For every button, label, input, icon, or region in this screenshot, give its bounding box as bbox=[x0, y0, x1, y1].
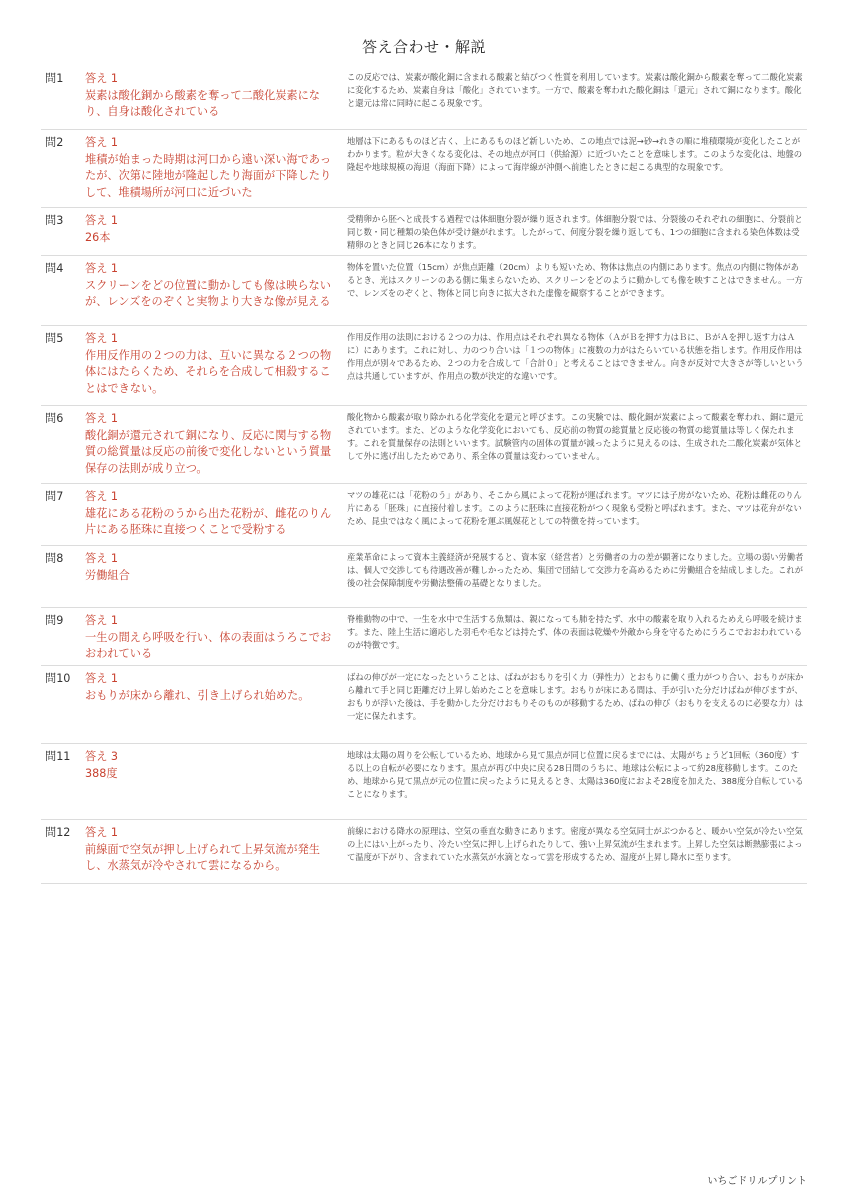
answer-label: 答え 1 bbox=[85, 332, 119, 345]
explanation-text: 物体を置いた位置（15cm）が焦点距離（20cm）よりも短いため、物体は焦点の内側にあります。焦点の内側に物体があるとき、光はスクリーンのある側に集まらないため、スクリーンをどのように動かしても像を映すことはできません。一方で、レンズをのぞくと、物体と同じ向きに拡大された虚像を観察することができます。 bbox=[347, 262, 803, 299]
answer-cell bbox=[83, 256, 343, 311]
question-row-2 bbox=[41, 130, 807, 208]
question-number: 問2 bbox=[45, 136, 64, 149]
question-number: 問3 bbox=[45, 214, 64, 227]
question-row-4 bbox=[41, 256, 807, 326]
explanation-text: 受精卵から胚へと成長する過程では体細胞分裂が繰り返されます。体細胞分裂では、分裂後のそれぞれの細胞に、分裂前と同じ数・同じ種類の染色体が受け継がれます。したがって、何度分裂を繰り返しても、1つの細胞に含まれる染色体数は受精卵のときと同じ26本になります。 bbox=[347, 214, 803, 251]
explanation-text: 作用反作用の法則における２つの力は、作用点はそれぞれ異なる物体（ＡがＢを押す力はＢに、ＢがＡを押し返す力はＡに）にあります。これに対し、力のつり合いは「１つの物体」に複数の力がはたらいている状態を指します。作用反作用は作用点が別々であるため、２つの力を合成して「合計０」と考えることはできません。向きが反対で大きさが等しいという点は共通していますが、作用点の数が決定的な違いです。 bbox=[347, 332, 804, 382]
question-row-3 bbox=[41, 208, 807, 256]
answer-label: 答え 1 bbox=[85, 614, 119, 627]
answer-text: 労働組合 bbox=[85, 568, 130, 582]
answer-cell bbox=[83, 546, 343, 584]
answer-cell bbox=[83, 66, 343, 121]
question-row-1 bbox=[41, 66, 807, 130]
answer-cell bbox=[83, 744, 343, 782]
answer-text: 雄花にある花粉のうから出た花粉が、雌花のりん片にある胚珠に直接つくことで受粉する bbox=[85, 506, 332, 536]
explanation-text: ばねの伸びが一定になったということは、ばねがおもりを引く力（弾性力）とおもりに働く重力がつり合い、おもりが床から離れて手と同じ距離だけ上昇し始めたことを意味します。おもりが床にある間は、手が引いた分だけばねが伸びますが、おもりが浮いた後は、手を動かした分だけおもりそのものが移動するため、ばねの伸び（おもりを支えるのに必要な力）は一定に保たれます。 bbox=[347, 672, 804, 722]
question-row-8 bbox=[41, 546, 807, 608]
question-row-6 bbox=[41, 406, 807, 484]
question-row-5 bbox=[41, 326, 807, 406]
question-number: 問1 bbox=[45, 72, 64, 85]
explanation-text: マツの雄花には「花粉のう」があり、そこから風によって花粉が運ばれます。マツには子房がないため、花粉は雌花のりん片にある「胚珠」に直接付着します。このように胚珠に直接花粉がつく現象も受粉と呼ばれます。また、マツは花弁がないため、昆虫ではなく風によって花粉を運ぶ風媒花としての特徴を持っています。 bbox=[347, 490, 802, 527]
question-number: 問12 bbox=[45, 826, 71, 839]
question-number: 問6 bbox=[45, 412, 64, 425]
answer-label: 答え 1 bbox=[85, 72, 119, 85]
explanation-text: 地球は太陽の周りを公転しているため、地球から見て黒点が同じ位置に戻るまでには、太陽がちょうど1回転（360度）する以上の自転が必要になります。黒点が再び中央に戻る28日間のうちに、地球は公転によって約28度移動します。このため、地球から見て黒点が元の位置に戻ったように見えるとき、太陽は360度におよそ28度を加えた、388度分自転していることになります。 bbox=[347, 750, 804, 800]
answer-text: 酸化銅が還元されて銅になり、反応に関与する物質の総質量は反応の前後で変化しないという質量保存の法則が成り立つ。 bbox=[85, 428, 332, 475]
answer-text: 炭素は酸化銅から酸素を奪って二酸化炭素になり、自身は酸化されている bbox=[85, 88, 320, 118]
answer-label: 答え 1 bbox=[85, 826, 119, 839]
answer-label: 答え 1 bbox=[85, 412, 119, 425]
answer-cell bbox=[83, 208, 343, 246]
question-row-9 bbox=[41, 608, 807, 666]
question-number: 問10 bbox=[45, 672, 71, 685]
answer-text: 26本 bbox=[85, 230, 111, 244]
question-number: 問4 bbox=[45, 262, 64, 275]
explanation-text: 脊椎動物の中で、一生を水中で生活する魚類は、親になっても肺を持たず、水中の酸素を取り入れるためえら呼吸を続けます。また、陸上生活に適応した羽毛や毛などは持たず、体の表面は乾燥や外敵から身を守るためにうろこでおおわれているのが特徴です。 bbox=[347, 614, 803, 651]
answer-text: 作用反作用の２つの力は、互いに異なる２つの物体にはたらくため、それらを合成して相殺することはできない。 bbox=[85, 348, 332, 395]
answer-cell bbox=[83, 484, 343, 539]
question-number: 問9 bbox=[45, 614, 64, 627]
question-number: 問8 bbox=[45, 552, 64, 565]
answer-text: 388度 bbox=[85, 766, 118, 780]
answer-label: 答え 1 bbox=[85, 214, 119, 227]
answer-text: 堆積が始まった時期は河口から遠い深い海であったが、次第に陸地が隆起したり海面が下降したりして、堆積場所が河口に近づいた bbox=[85, 152, 332, 199]
answer-cell bbox=[83, 608, 343, 663]
answer-text: 前線面で空気が押し上げられて上昇気流が発生し、水蒸気が冷やされて雲になるから。 bbox=[85, 842, 320, 872]
explanation-text: 前線における降水の原理は、空気の垂直な動きにあります。密度が異なる空気同士がぶつかると、暖かい空気が冷たい空気の上にはい上がったり、冷たい空気に押し上げられたりして、強い上昇気流が生まれます。上昇した空気は断熱膨張によって温度が下がり、含まれていた水蒸気が水滴となって雲を形成するため、湿度が上昇し降水に至ります。 bbox=[347, 826, 803, 863]
answer-label: 答え 1 bbox=[85, 136, 119, 149]
answer-label: 答え 1 bbox=[85, 552, 119, 565]
question-number: 問7 bbox=[45, 490, 64, 503]
explanation-text: この反応では、炭素が酸化銅に含まれる酸素と結びつく性質を利用しています。炭素は酸化銅から酸素を奪って二酸化炭素に変化するため、炭素自身は「酸化」されています。一方で、酸素を奪われた酸化銅は「還元」されて銅になります。酸化と還元は常に同時に起こる現象です。 bbox=[347, 72, 803, 109]
question-number: 問11 bbox=[45, 750, 71, 763]
answer-text: おもりが床から離れ、引き上げられ始めた。 bbox=[85, 688, 310, 702]
answer-cell bbox=[83, 666, 343, 704]
footer-brand: いちごドリルプリント bbox=[707, 1176, 807, 1187]
question-row-10 bbox=[41, 666, 807, 744]
explanation-text: 酸化物から酸素が取り除かれる化学変化を還元と呼びます。この実験では、酸化銅が炭素によって酸素を奪われ、銅に還元されています。また、どのような化学変化においても、反応前の物質の総質量と反応後の物質の総質量は等しく保たれます。これを質量保存の法則といいます。試験管内の固体の質量が減ったように見えるのは、生成された二酸化炭素が気体として外に逃げ出したためであり、系全体の質量は変わっていません。 bbox=[347, 412, 804, 462]
answer-label: 答え 1 bbox=[85, 672, 119, 685]
question-row-7 bbox=[41, 484, 807, 546]
answer-cell bbox=[83, 820, 343, 875]
answer-cell bbox=[83, 130, 343, 201]
answer-text: スクリーンをどの位置に動かしても像は映らないが、レンズをのぞくと実物より大きな像が見える bbox=[85, 278, 331, 308]
answer-label: 答え 3 bbox=[85, 750, 119, 763]
answer-table bbox=[41, 66, 807, 884]
answer-label: 答え 1 bbox=[85, 262, 119, 275]
answer-cell bbox=[83, 326, 343, 397]
page-title: 答え合わせ・解説 bbox=[361, 38, 486, 56]
explanation-text: 地層は下にあるものほど古く、上にあるものほど新しいため、この地点では泥→砂→れきの順に堆積環境が変化したことがわかります。粒が大きくなる変化は、その地点が河口（供給源）に近づいたことを意味します。このような変化は、地盤の隆起や地球規模の海退（海面下降）によって海岸線が沖側へ前進したときに起こる典型的な現象です。 bbox=[347, 136, 803, 173]
answer-label: 答え 1 bbox=[85, 490, 119, 503]
question-number: 問5 bbox=[45, 332, 64, 345]
answer-text: 一生の間えら呼吸を行い、体の表面はうろこでおおわれている bbox=[85, 630, 332, 660]
question-row-12 bbox=[41, 820, 807, 884]
question-row-11 bbox=[41, 744, 807, 820]
explanation-text: 産業革命によって資本主義経済が発展すると、資本家（経営者）と労働者の力の差が顕著になりました。立場の弱い労働者は、個人で交渉しても待遇改善が難しかったため、集団で団結して交渉力を高めるために労働組合を結成しました。これが後の社会保障制度や労働法整備の基礎となりました。 bbox=[347, 552, 804, 589]
answer-cell bbox=[83, 406, 343, 477]
